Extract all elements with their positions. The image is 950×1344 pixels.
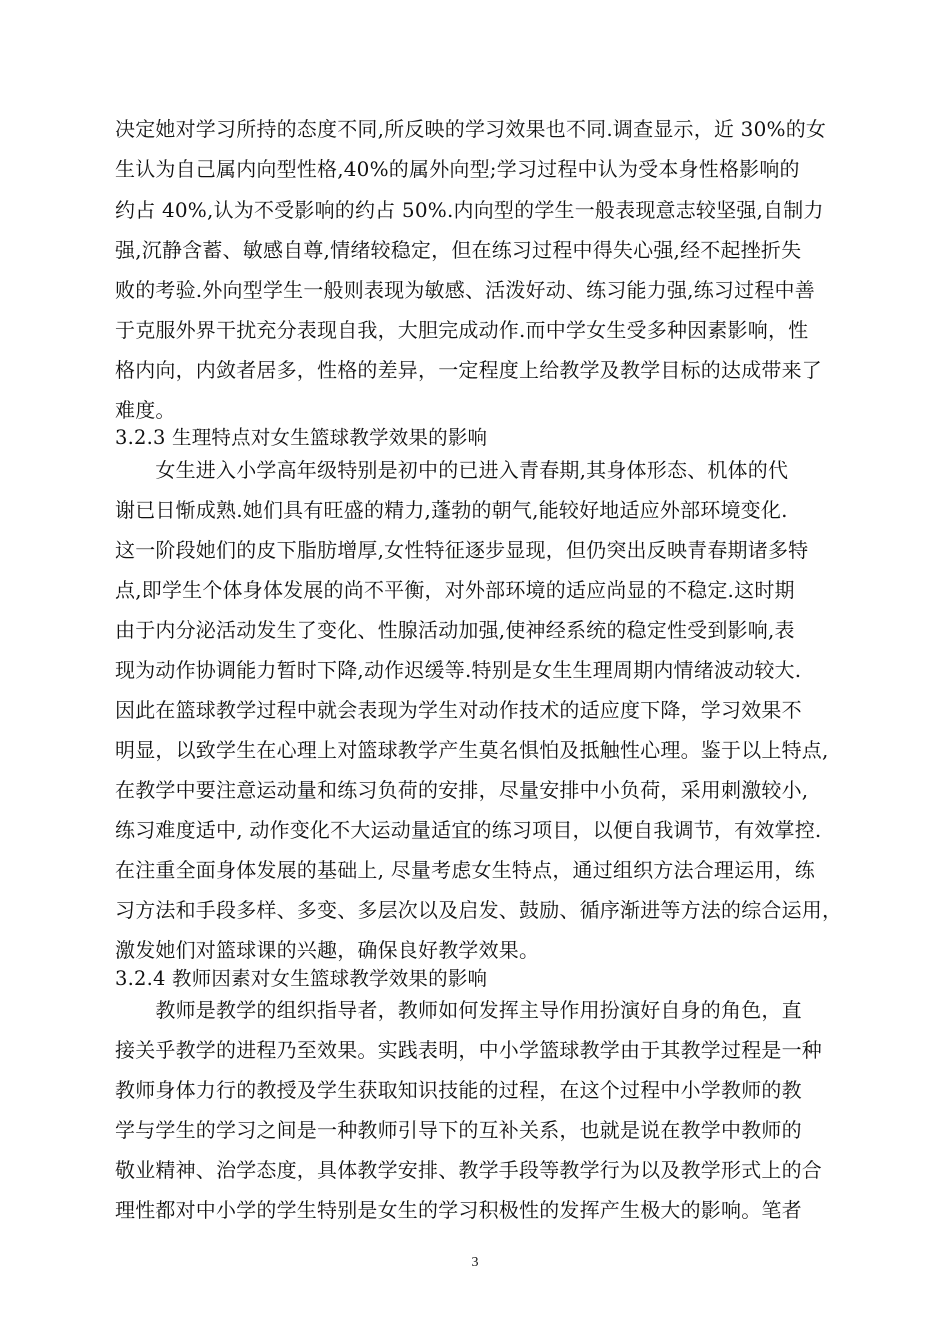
text-line: 现为动作协调能力暂时下降,动作迟缓等.特别是女生生理周期内情绪波动较大. <box>115 658 802 682</box>
text-line: 这一阶段她们的皮下脂肪增厚,女性特征逐步显现，但仍突出反映青春期诸多特 <box>115 538 809 562</box>
text-line: 格内向，内敛者居多，性格的差异，一定程度上给教学及教学目标的达成带来了 <box>115 358 822 382</box>
page-number: 3 <box>471 1255 479 1270</box>
text-line: 学与学生的学习之间是一种教师引导下的互补关系，也就是说在教学中教师的 <box>115 1118 802 1142</box>
text-line: 谢已日惭成熟.她们具有旺盛的精力,蓬勃的朝气,能较好地适应外部环境变化. <box>115 498 788 522</box>
text-line: 败的考验.外向型学生一般则表现为敏感、活泼好动、练习能力强,练习过程中善 <box>115 278 815 302</box>
section-heading: 3.2.4 教师因素对女生篮球教学效果的影响 <box>115 967 488 990</box>
text-line: 由于内分泌活动发生了变化、性腺活动加强,使神经系统的稳定性受到影响,表 <box>115 618 795 642</box>
text-line: 点,即学生个体身体发展的尚不平衡，对外部环境的适应尚显的不稳定.这时期 <box>115 578 795 602</box>
text-line: 敬业精神、治学态度，具体教学安排、教学手段等教学行为以及教学形式上的合 <box>115 1158 822 1182</box>
text-line: 决定她对学习所持的态度不同,所反映的学习效果也不同.调查显示，近 30%的女 <box>115 117 827 141</box>
text-line: 教师是教学的组织指导者，教师如何发挥主导作用扮演好自身的角色，直 <box>115 998 802 1022</box>
text-line: 明显，以致学生在心理上对篮球教学产生莫名惧怕及抵触性心理。鉴于以上特点, <box>115 738 829 762</box>
text-line: 强,沉静含蓄、敏感自尊,情绪较稳定，但在练习过程中得失心强,经不起挫折失 <box>115 238 802 262</box>
text-line: 难度。 <box>115 398 176 422</box>
text-line: 于克服外界干扰充分表现自我，大胆完成动作.而中学女生受多种因素影响，性 <box>115 318 809 342</box>
text-line: 习方法和手段多样、多变、多层次以及启发、鼓励、循序渐进等方法的综合运用， <box>115 898 843 922</box>
text-line: 教师身体力行的教授及学生获取知识技能的过程，在这个过程中小学教师的教 <box>115 1078 802 1102</box>
section-heading: 3.2.3 生理特点对女生篮球教学效果的影响 <box>115 426 488 449</box>
text-line: 生认为自己属内向型性格,40%的属外向型;学习过程中认为受本身性格影响的 <box>115 157 800 181</box>
text-line: 接关乎教学的进程乃至效果。实践表明，中小学篮球教学由于其教学过程是一种 <box>115 1038 822 1062</box>
text-line: 练习难度适中, 动作变化不大运动量适宜的练习项目，以便自我调节，有效掌控. <box>115 818 822 842</box>
text-line: 约占 40%,认为不受影响的约占 50%.内向型的学生一般表现意志较坚强,自制力 <box>115 198 824 222</box>
text-line: 理性都对中小学的学生特别是女生的学习积极性的发挥产生极大的影响。笔者 <box>115 1198 802 1222</box>
text-line: 因此在篮球教学过程中就会表现为学生对动作技术的适应度下降，学习效果不 <box>115 698 802 722</box>
text-line: 激发她们对篮球课的兴趣，确保良好教学效果。 <box>115 938 540 962</box>
text-line: 在注重全面身体发展的基础上, 尽量考虑女生特点，通过组织方法合理运用，练 <box>115 858 815 882</box>
text-line: 在教学中要注意运动量和练习负荷的安排，尽量安排中小负荷，采用刺激较小, <box>115 778 809 802</box>
text-line: 女生进入小学高年级特别是初中的已进入青春期,其身体形态、机体的代 <box>115 458 789 482</box>
